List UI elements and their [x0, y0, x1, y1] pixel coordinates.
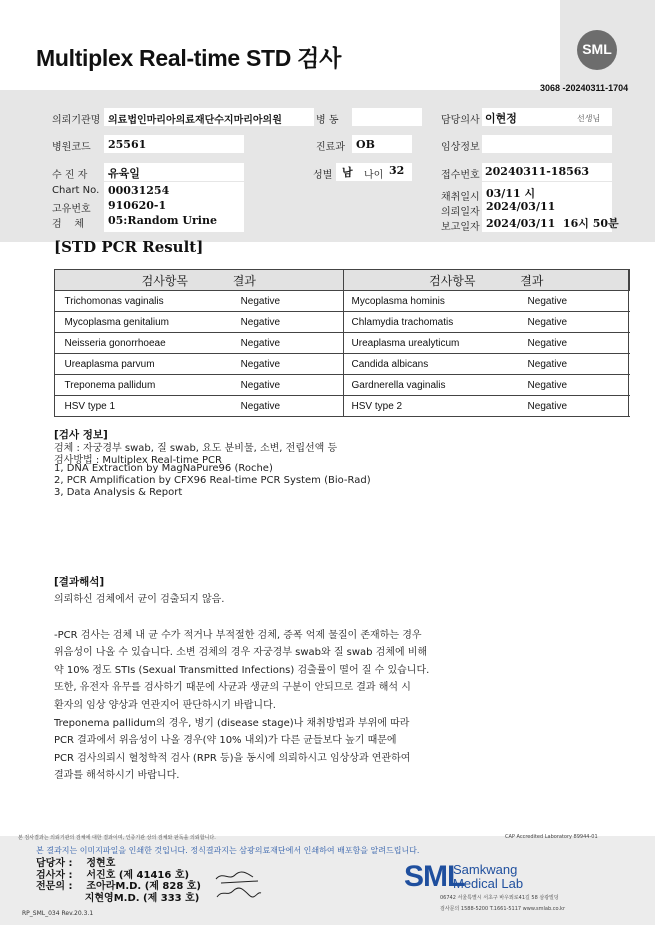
test-info-line: 검사방법 : Multiplex Real-time PCR	[54, 455, 222, 466]
interpretation-line: -PCR 검사는 검체 내 균 수가 적거나 부적절한 검체, 증폭 억제 물질이 존재하는 경우	[54, 630, 422, 641]
lab-address: 06742 서울특별시 서초구 바우뫼로41길 58 삼광빌딩 검사문의 1588-5200 T.1661-5117 www.smlab.co.kr	[440, 895, 565, 912]
receipt-value: 20240311-18563	[485, 165, 590, 178]
doctor-label: 담당의사	[441, 115, 480, 126]
sex-label: 성별	[313, 170, 333, 181]
patient-info-panel	[0, 96, 655, 242]
interpretation-line: PCR 결과에서 위음성이 나올 경우(약 10% 내외)가 다른 균들보다 높기 때문에	[54, 735, 397, 746]
result-title: [STD PCR Result]	[54, 238, 204, 256]
specimen-value: 05:Random Urine	[108, 214, 217, 227]
interpretation-line: Treponema pallidum의 경우, 병기 (disease stage)나 채취방법과 부위에 따라	[54, 718, 410, 729]
hospital-code-value: 25561	[108, 138, 147, 151]
header-item-left: 검사항목	[141, 273, 188, 288]
header-left	[55, 270, 344, 291]
age-value: 32	[389, 164, 405, 177]
lab-name: Samkwang Medical Lab	[453, 862, 524, 891]
doctor-value: 이현정	[485, 112, 517, 125]
signature-line: 검사자 : 서진호 (제 41416 호)	[36, 870, 190, 881]
test-result-left: Negative	[241, 354, 343, 375]
test-name-left: Ureaplasma parvum	[55, 354, 241, 375]
header-result-right: 결과	[520, 273, 544, 288]
table-header-row	[55, 270, 630, 291]
results-table-body	[55, 291, 630, 417]
test-name-left: Treponema pallidum	[55, 375, 241, 396]
signature-line: 전문의 : 조아라M.D. (제 828 호)	[36, 881, 201, 892]
test-result-right: Negative	[528, 333, 630, 354]
table-row	[55, 396, 630, 417]
hospital-code-label: 병원코드	[52, 142, 91, 153]
examinee-label: 수 진 자	[52, 170, 88, 181]
specimen-label: 검 체	[52, 219, 85, 230]
doctor-suffix: 선생님	[577, 114, 601, 123]
test-result-right: Negative	[528, 291, 630, 312]
sex-value: 남	[342, 166, 353, 179]
institution-value: 의료법인마리아의료재단수지마리아의원	[108, 115, 282, 126]
clinical-box	[482, 135, 612, 153]
table-row	[55, 354, 630, 375]
ward-label: 병 동	[316, 115, 339, 126]
test-name-right: Gardnerella vaginalis	[343, 375, 528, 396]
interpretation-line: PCR 검사의뢰시 혈청학적 검사 (RPR 등)을 동시에 의뢰하시고 임상상과 연관하여	[54, 753, 411, 764]
collect-label: 채취일시	[441, 192, 480, 203]
interpretation-title: [결과해석]	[54, 576, 105, 588]
table-row	[55, 375, 630, 396]
table-row	[55, 291, 630, 312]
test-result-left: Negative	[241, 375, 343, 396]
test-info-line: 검체 : 자궁경부 swab, 질 swab, 요도 분비물, 소변, 전립선액 등	[54, 443, 338, 454]
dept-value: OB	[356, 138, 375, 151]
test-name-left: Neisseria gonorrhoeae	[55, 333, 241, 354]
chart-value: 00031254	[108, 184, 170, 197]
table-row	[55, 333, 630, 354]
interpretation-line: 또한, 유전자 유무를 검사하기 때문에 사균과 생균의 구분이 안되므로 결과 해석 시	[54, 682, 411, 693]
report-number: 3068 -20240311-1704	[540, 83, 629, 93]
test-result-left: Negative	[241, 312, 343, 333]
test-result-left: Negative	[241, 291, 343, 312]
report-value: 2024/03/11 16시 50분	[486, 217, 619, 230]
dept-label: 진료과	[316, 142, 345, 153]
interpretation-summary: 의뢰하신 검체에서 균이 검출되지 않음.	[54, 594, 225, 605]
interpretation-line: 위음성이 나올 수 있습니다. 소변 검체의 경우 자궁경부 swab와 질 swab 검체에 비해	[54, 647, 428, 658]
interpretation-line: 환자의 임상 양상과 연관지어 판단하시기 바랍니다.	[54, 700, 276, 711]
results-table	[54, 269, 630, 417]
chart-label: Chart No.	[52, 185, 100, 196]
page-title: Multiplex Real-time STD 검사	[36, 45, 342, 71]
collect-value: 03/11 시	[486, 187, 536, 200]
test-name-right: Chlamydia trachomatis	[343, 312, 528, 333]
test-name-left: Mycoplasma genitalium	[55, 312, 241, 333]
request-label: 의뢰일자	[441, 207, 480, 218]
age-label: 나이	[364, 170, 384, 181]
signature-line: 지현영M.D. (제 333 호)	[36, 893, 200, 904]
test-result-right: Negative	[528, 312, 630, 333]
test-result-left: Negative	[241, 396, 343, 417]
test-result-right: Negative	[528, 354, 630, 375]
test-info-line: 1, DNA Extraction by MagNaPure96 (Roche)	[54, 463, 273, 474]
footer-small-note: 본 검사결과는 의뢰기관의 검체에 대한 결과이며, 인증기관 상의 검체와 판독을 의뢰합니다.	[18, 835, 216, 841]
examinee-value: 유육일	[108, 167, 140, 180]
test-name-right: HSV type 2	[343, 396, 528, 417]
interpretation-line: 약 10% 정도 STIs (Sexual Transmitted Infections) 검출률이 떨어 질 수 있습니다.	[54, 665, 430, 676]
cap-accreditation: CAP Accredited Laboratory 89944-01	[505, 834, 598, 840]
header-right	[343, 270, 629, 291]
clinical-label: 임상정보	[441, 142, 480, 153]
signature-line: 담당자 : 정현호	[36, 858, 116, 869]
handwritten-signature	[213, 867, 265, 901]
unique-label: 고유번호	[52, 204, 91, 215]
header-item-right: 검사항목	[429, 273, 476, 288]
request-value: 2024/03/11	[486, 200, 556, 213]
test-name-left: HSV type 1	[55, 396, 241, 417]
test-name-right: Candida albicans	[343, 354, 528, 375]
test-result-right: Negative	[528, 396, 630, 417]
test-info-line: 3, Data Analysis & Report	[54, 487, 183, 498]
test-name-left: Trichomonas vaginalis	[55, 291, 241, 312]
institution-label: 의뢰기관명	[52, 115, 101, 126]
test-name-right: Mycoplasma hominis	[343, 291, 528, 312]
table-row	[55, 312, 630, 333]
test-info-title: [검사 정보]	[54, 429, 108, 441]
unique-value: 910620-1	[108, 199, 167, 212]
test-name-right: Ureaplasma urealyticum	[343, 333, 528, 354]
form-number: RP_SML_034 Rev.20.3.1	[22, 910, 94, 917]
lab-logo-icon: SML	[404, 860, 465, 893]
ward-box	[352, 108, 422, 126]
interpretation-line: 결과를 해석하시기 바랍니다.	[54, 770, 180, 781]
test-result-left: Negative	[241, 333, 343, 354]
test-result-right: Negative	[528, 375, 630, 396]
sml-logo-text: SML	[582, 41, 612, 57]
test-info-line: 2, PCR Amplification by CFX96 Real-time PCR System (Bio-Rad)	[54, 475, 371, 486]
receipt-label: 접수번호	[441, 170, 480, 181]
footer-print-notice: 본 결과지는 이미지파일을 인쇄한 것입니다. 정식결과지는 삼광의료재단에서 인쇄하여 배포함을 알려드립니다.	[36, 846, 420, 855]
report-label: 보고일자	[441, 222, 480, 233]
header-result-left: 결과	[232, 273, 256, 288]
